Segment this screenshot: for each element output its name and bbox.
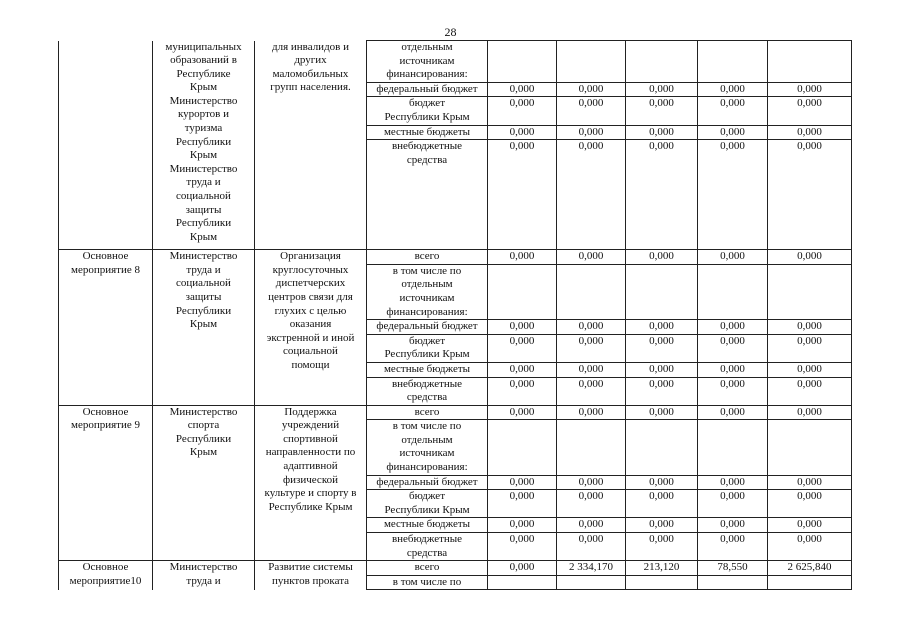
value-cell: 213,120 xyxy=(626,561,698,576)
funding-source-cell: бюджет Республики Крым xyxy=(367,490,488,518)
value-cell: 0,000 xyxy=(768,490,852,518)
value-cell: 0,000 xyxy=(557,518,626,533)
value-cell: 0,000 xyxy=(488,362,557,377)
value-cell: 0,000 xyxy=(626,250,698,265)
funding-source-cell: всего xyxy=(367,561,488,576)
value-cell: 0,000 xyxy=(488,490,557,518)
funding-source-cell: местные бюджеты xyxy=(367,125,488,140)
value-cell: 0,000 xyxy=(698,334,768,362)
value-cell xyxy=(488,575,557,590)
value-cell: 0,000 xyxy=(488,334,557,362)
value-cell xyxy=(626,420,698,475)
value-cell xyxy=(626,575,698,590)
funding-source-cell: федеральный бюджет xyxy=(367,320,488,335)
value-cell: 78,550 xyxy=(698,561,768,576)
value-cell: 0,000 xyxy=(557,140,626,250)
value-cell xyxy=(768,41,852,83)
value-cell: 2 625,840 xyxy=(768,561,852,576)
value-cell: 0,000 xyxy=(488,533,557,561)
value-cell: 0,000 xyxy=(768,405,852,420)
funding-source-cell: всего xyxy=(367,250,488,265)
value-cell: 0,000 xyxy=(488,125,557,140)
funding-source-cell: бюджет Республики Крым xyxy=(367,97,488,125)
value-cell: 0,000 xyxy=(626,405,698,420)
value-cell xyxy=(557,420,626,475)
value-cell: 0,000 xyxy=(626,97,698,125)
value-cell: 0,000 xyxy=(626,82,698,97)
funding-source-cell: внебюджетные средства xyxy=(367,140,488,250)
value-cell: 0,000 xyxy=(698,518,768,533)
value-cell xyxy=(626,264,698,319)
value-cell: 0,000 xyxy=(626,334,698,362)
value-cell: 0,000 xyxy=(698,140,768,250)
value-cell xyxy=(698,264,768,319)
value-cell: 0,000 xyxy=(698,405,768,420)
value-cell: 0,000 xyxy=(626,490,698,518)
value-cell: 0,000 xyxy=(488,377,557,405)
funding-source-cell: в том числе по отдельным источникам финансирования: xyxy=(367,264,488,319)
value-cell: 0,000 xyxy=(698,320,768,335)
funding-source-cell: внебюджетные средства xyxy=(367,377,488,405)
value-cell: 0,000 xyxy=(488,405,557,420)
funding-source-cell: местные бюджеты xyxy=(367,518,488,533)
value-cell: 0,000 xyxy=(557,334,626,362)
value-cell: 0,000 xyxy=(626,377,698,405)
value-cell xyxy=(698,41,768,83)
value-cell: 0,000 xyxy=(768,97,852,125)
value-cell: 0,000 xyxy=(626,518,698,533)
value-cell: 0,000 xyxy=(698,125,768,140)
value-cell: 0,000 xyxy=(488,97,557,125)
value-cell: 0,000 xyxy=(768,518,852,533)
value-cell: 0,000 xyxy=(557,97,626,125)
value-cell xyxy=(557,264,626,319)
value-cell: 0,000 xyxy=(768,533,852,561)
value-cell: 0,000 xyxy=(488,140,557,250)
value-cell: 0,000 xyxy=(698,533,768,561)
value-cell xyxy=(768,575,852,590)
value-cell xyxy=(768,420,852,475)
value-cell: 0,000 xyxy=(626,125,698,140)
funding-source-cell: отдельным источникам финансирования: xyxy=(367,41,488,83)
value-cell: 0,000 xyxy=(488,518,557,533)
value-cell: 0,000 xyxy=(698,82,768,97)
value-cell: 0,000 xyxy=(768,334,852,362)
value-cell: 0,000 xyxy=(626,533,698,561)
value-cell: 0,000 xyxy=(557,125,626,140)
value-cell: 0,000 xyxy=(557,377,626,405)
event-cell: Основное мероприятие10 xyxy=(59,561,153,590)
executor-cell: Министерство спорта Республики Крым xyxy=(153,405,255,561)
funding-source-cell: внебюджетные средства xyxy=(367,533,488,561)
value-cell: 0,000 xyxy=(557,250,626,265)
funding-source-cell: федеральный бюджет xyxy=(367,475,488,490)
table-row xyxy=(59,561,852,576)
value-cell: 0,000 xyxy=(768,250,852,265)
value-cell: 0,000 xyxy=(768,475,852,490)
value-cell: 0,000 xyxy=(768,140,852,250)
value-cell: 0,000 xyxy=(488,320,557,335)
table-row xyxy=(59,41,852,83)
event-cell xyxy=(59,41,153,250)
value-cell xyxy=(488,264,557,319)
value-cell: 0,000 xyxy=(768,320,852,335)
value-cell xyxy=(488,41,557,83)
value-cell: 0,000 xyxy=(768,377,852,405)
value-cell: 0,000 xyxy=(626,320,698,335)
value-cell: 0,000 xyxy=(698,97,768,125)
funding-source-cell: в том числе по xyxy=(367,575,488,590)
executor-cell: Министерство труда и xyxy=(153,561,255,590)
value-cell: 0,000 xyxy=(557,405,626,420)
value-cell: 0,000 xyxy=(488,561,557,576)
funding-source-cell: в том числе по отдельным источникам финансирования: xyxy=(367,420,488,475)
value-cell: 0,000 xyxy=(626,140,698,250)
event-cell: Основное мероприятие 8 xyxy=(59,250,153,406)
funding-source-cell: местные бюджеты xyxy=(367,362,488,377)
executor-cell: Министерство труда и социальной защиты Республики Крым xyxy=(153,250,255,406)
value-cell xyxy=(557,575,626,590)
value-cell: 0,000 xyxy=(768,362,852,377)
funding-source-cell: бюджет Республики Крым xyxy=(367,334,488,362)
page-number: 28 xyxy=(444,25,457,39)
table-row xyxy=(59,250,852,265)
value-cell: 0,000 xyxy=(698,250,768,265)
value-cell: 0,000 xyxy=(698,377,768,405)
funding-source-cell: федеральный бюджет xyxy=(367,82,488,97)
description-cell: Организация круглосуточных диспетчерских центров связи для глухих с целью оказания экстренной и иной социальной помощи xyxy=(255,250,367,406)
description-cell: Поддержка учреждений спортивной направленности по адаптивной физической культуре и спорту в Республике Крым xyxy=(255,405,367,561)
value-cell: 0,000 xyxy=(626,362,698,377)
table-row xyxy=(59,405,852,420)
value-cell: 0,000 xyxy=(557,362,626,377)
executor-cell: муниципальных образований в Республике Крым Министерство курортов и туризма Республики Крым Министерство труда и социальной защиты Республики Крым xyxy=(153,41,255,250)
value-cell: 0,000 xyxy=(557,82,626,97)
value-cell: 0,000 xyxy=(488,250,557,265)
value-cell: 0,000 xyxy=(557,533,626,561)
value-cell xyxy=(768,264,852,319)
value-cell xyxy=(488,420,557,475)
value-cell: 0,000 xyxy=(488,475,557,490)
funding-table xyxy=(58,40,852,590)
value-cell xyxy=(557,41,626,83)
value-cell: 0,000 xyxy=(557,475,626,490)
value-cell xyxy=(698,420,768,475)
description-cell: Развитие системы пунктов проката xyxy=(255,561,367,590)
value-cell xyxy=(698,575,768,590)
value-cell: 0,000 xyxy=(557,320,626,335)
value-cell: 0,000 xyxy=(626,475,698,490)
value-cell: 0,000 xyxy=(488,82,557,97)
funding-source-cell: всего xyxy=(367,405,488,420)
value-cell: 0,000 xyxy=(768,125,852,140)
value-cell: 0,000 xyxy=(698,490,768,518)
value-cell: 0,000 xyxy=(557,490,626,518)
event-cell: Основное мероприятие 9 xyxy=(59,405,153,561)
value-cell: 0,000 xyxy=(698,475,768,490)
description-cell: для инвалидов и других маломобильных групп населения. xyxy=(255,41,367,250)
value-cell xyxy=(626,41,698,83)
value-cell: 0,000 xyxy=(698,362,768,377)
value-cell: 2 334,170 xyxy=(557,561,626,576)
value-cell: 0,000 xyxy=(768,82,852,97)
